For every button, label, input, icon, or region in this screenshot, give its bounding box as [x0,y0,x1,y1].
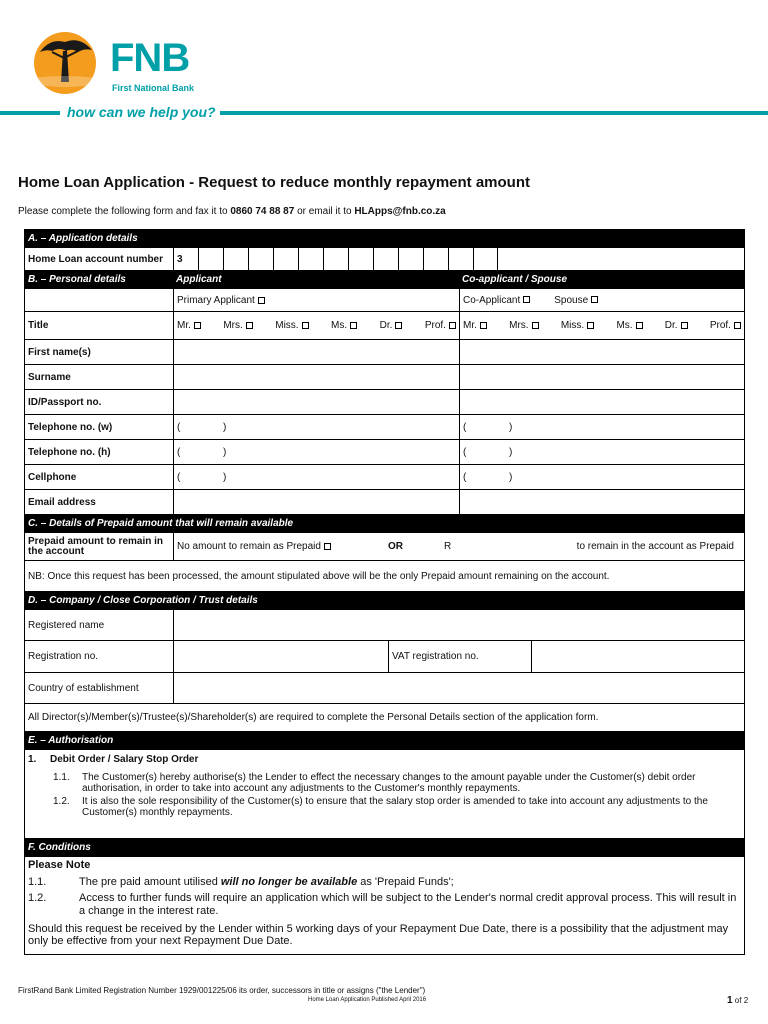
registration-no-field[interactable] [173,641,388,672]
currency-symbol: R [443,541,452,552]
fax-number: 0860 74 88 87 [230,206,295,217]
account-digit[interactable] [373,248,398,270]
section-e-header [25,731,744,749]
condition-item: 1.2. Access to further funds will require an application which will be subject to the Lender's normal credit approval process. This will result in a change in the interest rate. [28,892,737,917]
cellphone-label: Cellphone [28,471,77,483]
spouse-option[interactable]: Spouse [554,295,598,306]
empty-cell [25,289,173,311]
checkbox[interactable] [324,543,331,550]
conditions-block [25,856,744,954]
registered-name-field[interactable] [173,610,744,640]
checkbox[interactable] [523,296,530,303]
condition-final-note: Should this request be received by the Lender within 5 working days of your Repayment Due Date, there is a possibility that the adjustment may only be effective from your next Repayment Due Date. [28,922,729,948]
account-digit[interactable] [423,248,448,270]
tagline-bar-right [210,111,768,115]
applicant-cellphone-field[interactable]: ( ) [173,465,459,489]
remain-text: to remain in the account as Prepaid [576,541,734,552]
prepaid-row [25,532,744,560]
registration-row [25,640,744,672]
applicant-surname-field[interactable] [173,365,459,389]
tel-h-label: Telephone no. (h) [28,446,111,458]
surname-label: Surname [28,371,71,383]
checkbox[interactable] [591,296,598,303]
prepaid-options [173,533,744,560]
coapplicant-options [459,289,744,311]
vat-no-label: VAT registration no. [388,641,531,672]
fnb-tree-logo [30,30,100,96]
coapplicant-tel-h-field[interactable]: ( ) [459,440,744,464]
account-digit[interactable] [298,248,323,270]
title-mrs[interactable]: Mrs. [223,320,252,331]
account-number-row [25,247,744,270]
first-names-label: First name(s) [28,346,91,358]
applicant-title-options [173,312,459,339]
tel-h-row [25,439,744,464]
section-e-title: E. – Authorisation [28,735,114,746]
registered-name-row [25,609,744,640]
account-digit[interactable] [323,248,348,270]
title-mr[interactable]: Mr. [463,320,487,331]
section-c-header [25,514,744,532]
id-passport-row [25,389,744,414]
section-c-title: C. – Details of Prepaid amount that will remain available [28,518,294,529]
account-digit[interactable] [473,248,498,270]
coapplicant-surname-field[interactable] [459,365,744,389]
authorisation-block [25,749,744,838]
intro-text: Please complete the following form and fax it to 0860 74 88 87 or email it to HLApps@fnb.co.za [18,206,446,217]
directors-note: All Director(s)/Member(s)/Trustee(s)/Shareholder(s) are required to complete the Personal Details section of the application form. [28,712,599,723]
page-title: Home Loan Application - Request to reduce monthly repayment amount [18,174,530,191]
coapplicant-tel-w-field[interactable]: ( ) [459,415,744,439]
tagline-bar-left [0,111,60,115]
footer-published: Home Loan Application Published April 2016 [308,997,427,1003]
applicant-heading: Applicant [176,274,222,285]
prepaid-note-row [25,560,744,591]
registered-name-label: Registered name [28,619,105,631]
prepaid-note: NB: Once this request has been processed, the amount stipulated above will be the only Prepaid amount remaining on the account. [28,570,610,582]
primary-applicant-option[interactable]: Primary Applicant [173,289,459,311]
application-form [24,229,745,955]
first-names-row [25,339,744,364]
section-d-title: D. – Company / Close Corporation / Trust details [28,595,258,606]
cellphone-row [25,464,744,489]
title-mr[interactable]: Mr. [177,320,201,331]
coapplicant-heading: Co-applicant / Spouse [462,274,568,285]
co-applicant-option[interactable]: Co-Applicant [463,295,530,306]
section-b-title: B. – Personal details [28,274,126,285]
prepaid-label: Prepaid amount to remain in the account [28,535,164,557]
directors-note-row [25,703,744,731]
email-row [25,489,744,514]
account-digit[interactable] [273,248,298,270]
applicant-id-field[interactable] [173,390,459,414]
applicant-first-names-field[interactable] [173,340,459,364]
condition-item: 1.1. The pre paid amount utilised will no longer be available as 'Prepaid Funds'; [28,875,454,888]
title-mrs[interactable]: Mrs. [509,320,538,331]
email-address: HLApps@fnb.co.za [354,206,446,217]
title-miss[interactable]: Miss. [275,320,308,331]
title-prof[interactable]: Prof. [710,320,741,331]
country-row [25,672,744,703]
country-label: Country of establishment [28,682,139,694]
authorisation-item: 1.1. The Customer(s) hereby authorise(s) the Lender to effect the necessary changes to the amount payable under the Customer(s) debit order authorisation, in order to take into account any adjustments to the Customer's monthly repayments. [53,772,696,794]
coapplicant-id-field[interactable] [459,390,744,414]
applicant-tel-h-field[interactable]: ( ) [173,440,459,464]
tel-w-label: Telephone no. (w) [28,421,113,433]
coapplicant-email-field[interactable] [459,490,744,514]
coapplicant-cellphone-field[interactable]: ( ) [459,465,744,489]
debit-order-heading: 1. Debit Order / Salary Stop Order [28,754,199,765]
registration-no-label: Registration no. [28,651,99,662]
account-digit[interactable] [198,248,223,270]
tagline: how can we help you? [63,104,220,120]
account-digit-1[interactable]: 3 [173,248,198,270]
title-miss[interactable]: Miss. [561,320,594,331]
brand-name: FNB [110,36,190,80]
please-note-heading: Please Note [28,859,91,871]
brand-full-name: First National Bank [112,83,195,93]
title-prof[interactable]: Prof. [425,320,456,331]
surname-row [25,364,744,389]
id-passport-label: ID/Passport no. [28,396,102,408]
account-digit[interactable] [448,248,473,270]
section-b-header [25,270,744,288]
section-d-header [25,591,744,609]
footer-registration: FirstRand Bank Limited Registration Number 1929/001225/06 its order, successors in title or assigns ("the Lender") [18,986,426,995]
applicant-email-field[interactable] [173,490,459,514]
applicant-tel-w-field[interactable]: ( ) [173,415,459,439]
vat-no-field[interactable] [531,641,744,672]
account-digit[interactable] [348,248,373,270]
coapplicant-first-names-field[interactable] [459,340,744,364]
checkbox[interactable] [258,297,265,304]
applicant-type-row [25,288,744,311]
no-amount-option[interactable]: No amount to remain as Prepaid [177,541,331,552]
title-label: Title [28,320,49,331]
tel-w-row [25,414,744,439]
account-digit[interactable] [223,248,248,270]
section-a-header [25,229,744,247]
authorisation-item: 1.2. It is also the sole responsibility of the Customer(s) to ensure that the salary stop order is amended to take into account any adjustments to the Customer(s) monthly repayments. [53,796,708,818]
title-ms[interactable]: Ms. [616,320,642,331]
or-text: OR [387,541,403,552]
title-dr[interactable]: Dr. [380,320,403,331]
title-row [25,311,744,339]
section-a-title: A. – Application details [28,233,138,244]
title-dr[interactable]: Dr. [665,320,688,331]
section-f-header [25,838,744,856]
account-digit[interactable] [398,248,423,270]
account-number-label: Home Loan account number [28,253,164,265]
page-number: 1 of 2 [727,995,749,1006]
country-field[interactable] [173,673,744,703]
account-digit[interactable] [248,248,273,270]
section-f-title: F. Conditions [28,842,91,853]
title-ms[interactable]: Ms. [331,320,357,331]
coapplicant-title-options [459,312,744,339]
email-label: Email address [28,496,96,508]
